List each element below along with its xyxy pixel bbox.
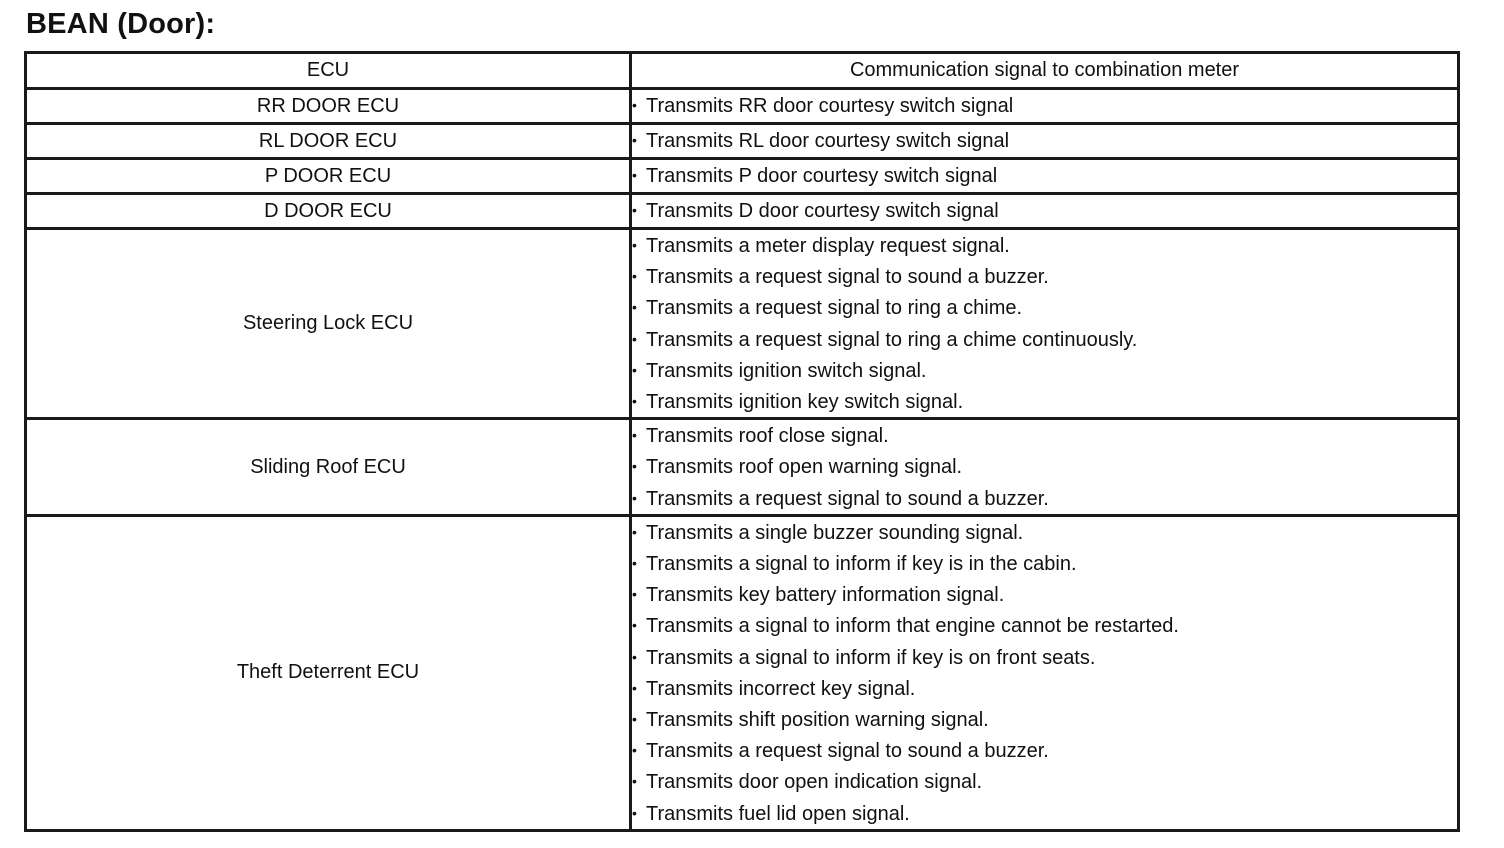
signal-list bbox=[632, 160, 1457, 191]
signal-cell bbox=[631, 229, 1459, 419]
signal-list bbox=[632, 125, 1457, 156]
bullet-icon: • bbox=[632, 679, 637, 696]
signal-text: Transmits ignition switch signal. bbox=[646, 359, 927, 382]
signal-item bbox=[632, 420, 1457, 451]
signal-text: Transmits door open indication signal. bbox=[646, 771, 983, 794]
bullet-icon: • bbox=[632, 617, 637, 634]
table-body bbox=[26, 89, 1459, 831]
signal-text: Transmits a request signal to ring a chime. bbox=[646, 297, 1023, 320]
bullet-icon: • bbox=[632, 458, 637, 475]
signal-item bbox=[632, 548, 1457, 579]
table-row bbox=[26, 89, 1459, 124]
signal-list bbox=[632, 230, 1457, 417]
table-row bbox=[26, 229, 1459, 419]
bullet-icon: • bbox=[632, 202, 637, 219]
bullet-icon: • bbox=[632, 555, 637, 572]
bullet-icon: • bbox=[632, 711, 637, 728]
signal-item bbox=[632, 766, 1457, 797]
signal-item bbox=[632, 579, 1457, 610]
ecu-name-cell: P DOOR ECU bbox=[26, 159, 631, 194]
table-row bbox=[26, 419, 1459, 516]
signal-item bbox=[632, 610, 1457, 641]
signal-cell bbox=[631, 89, 1459, 124]
signal-item bbox=[632, 673, 1457, 704]
bullet-icon: • bbox=[632, 742, 637, 759]
signal-text: Transmits a signal to inform that engine cannot be restarted. bbox=[646, 615, 1179, 638]
signal-list bbox=[632, 517, 1457, 829]
signal-cell bbox=[631, 194, 1459, 229]
signal-cell bbox=[631, 515, 1459, 830]
signal-item bbox=[632, 704, 1457, 735]
column-header-signal: Communication signal to combination meter bbox=[631, 53, 1459, 89]
bullet-icon: • bbox=[632, 773, 637, 790]
signal-text: Transmits a request signal to sound a buzzer. bbox=[646, 487, 1049, 510]
signal-item bbox=[632, 483, 1457, 514]
signal-list bbox=[632, 195, 1457, 226]
signal-text: Transmits a request signal to ring a chime continuously. bbox=[646, 328, 1138, 351]
signal-cell bbox=[631, 124, 1459, 159]
signal-text: Transmits RL door courtesy switch signal bbox=[646, 130, 1010, 153]
table-row bbox=[26, 194, 1459, 229]
signal-text: Transmits shift position warning signal. bbox=[646, 709, 989, 732]
ecu-name-cell: Sliding Roof ECU bbox=[26, 419, 631, 516]
signal-cell bbox=[631, 419, 1459, 516]
signal-item bbox=[632, 230, 1457, 261]
signal-text: Transmits RR door courtesy switch signal bbox=[646, 95, 1014, 118]
signal-item bbox=[632, 324, 1457, 355]
bullet-icon: • bbox=[632, 523, 637, 540]
signal-list bbox=[632, 420, 1457, 514]
table-row bbox=[26, 124, 1459, 159]
bullet-icon: • bbox=[632, 804, 637, 821]
ecu-name-cell: RR DOOR ECU bbox=[26, 89, 631, 124]
signal-item bbox=[632, 292, 1457, 323]
signal-text: Transmits P door courtesy switch signal bbox=[646, 165, 998, 188]
signal-cell bbox=[631, 159, 1459, 194]
signal-text: Transmits a meter display request signal. bbox=[646, 235, 1010, 257]
signal-list bbox=[632, 90, 1457, 121]
signal-item bbox=[632, 195, 1457, 226]
column-header-ecu: ECU bbox=[26, 53, 631, 89]
signal-text: Transmits ignition key switch signal. bbox=[646, 391, 964, 414]
bullet-icon: • bbox=[632, 167, 637, 184]
signal-text: Transmits a single buzzer sounding signal. bbox=[646, 521, 1024, 544]
bullet-icon: • bbox=[632, 299, 637, 316]
table-row bbox=[26, 159, 1459, 194]
bullet-icon: • bbox=[632, 268, 637, 285]
bullet-icon: • bbox=[632, 237, 637, 253]
bullet-icon: • bbox=[632, 586, 637, 603]
signal-item bbox=[632, 735, 1457, 766]
bullet-icon: • bbox=[632, 97, 637, 114]
ecu-signal-table bbox=[24, 51, 1460, 832]
signal-item bbox=[632, 642, 1457, 673]
bullet-icon: • bbox=[632, 132, 637, 149]
signal-text: Transmits key battery information signal. bbox=[646, 584, 1005, 607]
signal-text: Transmits a signal to inform if key is in the cabin. bbox=[646, 553, 1077, 576]
ecu-name-cell: Theft Deterrent ECU bbox=[26, 515, 631, 830]
signal-text: Transmits incorrect key signal. bbox=[646, 677, 916, 700]
signal-text: Transmits roof close signal. bbox=[646, 425, 889, 448]
signal-text: Transmits D door courtesy switch signal bbox=[646, 200, 999, 223]
ecu-name-cell: Steering Lock ECU bbox=[26, 229, 631, 419]
signal-text: Transmits roof open warning signal. bbox=[646, 456, 963, 479]
signal-text: Transmits a signal to inform if key is on front seats. bbox=[646, 646, 1096, 669]
page-title: BEAN (Door): bbox=[26, 8, 216, 40]
bullet-icon: • bbox=[632, 361, 637, 378]
header-row bbox=[26, 53, 1459, 89]
signal-item bbox=[632, 355, 1457, 386]
ecu-name-cell: RL DOOR ECU bbox=[26, 124, 631, 159]
signal-text: Transmits a request signal to sound a buzzer. bbox=[646, 266, 1049, 289]
signal-item bbox=[632, 517, 1457, 548]
signal-text: Transmits fuel lid open signal. bbox=[646, 802, 910, 825]
ecu-name-cell: D DOOR ECU bbox=[26, 194, 631, 229]
signal-item bbox=[632, 90, 1457, 121]
signal-item bbox=[632, 798, 1457, 829]
bullet-icon: • bbox=[632, 393, 637, 410]
bullet-icon: • bbox=[632, 330, 637, 347]
table-row bbox=[26, 515, 1459, 830]
signal-item bbox=[632, 261, 1457, 292]
signal-text: Transmits a request signal to sound a buzzer. bbox=[646, 740, 1049, 763]
bullet-icon: • bbox=[632, 648, 637, 665]
bullet-icon: • bbox=[632, 489, 637, 506]
signal-item bbox=[632, 451, 1457, 482]
signal-item bbox=[632, 125, 1457, 156]
signal-item bbox=[632, 160, 1457, 191]
bullet-icon: • bbox=[632, 427, 637, 444]
signal-item bbox=[632, 386, 1457, 417]
